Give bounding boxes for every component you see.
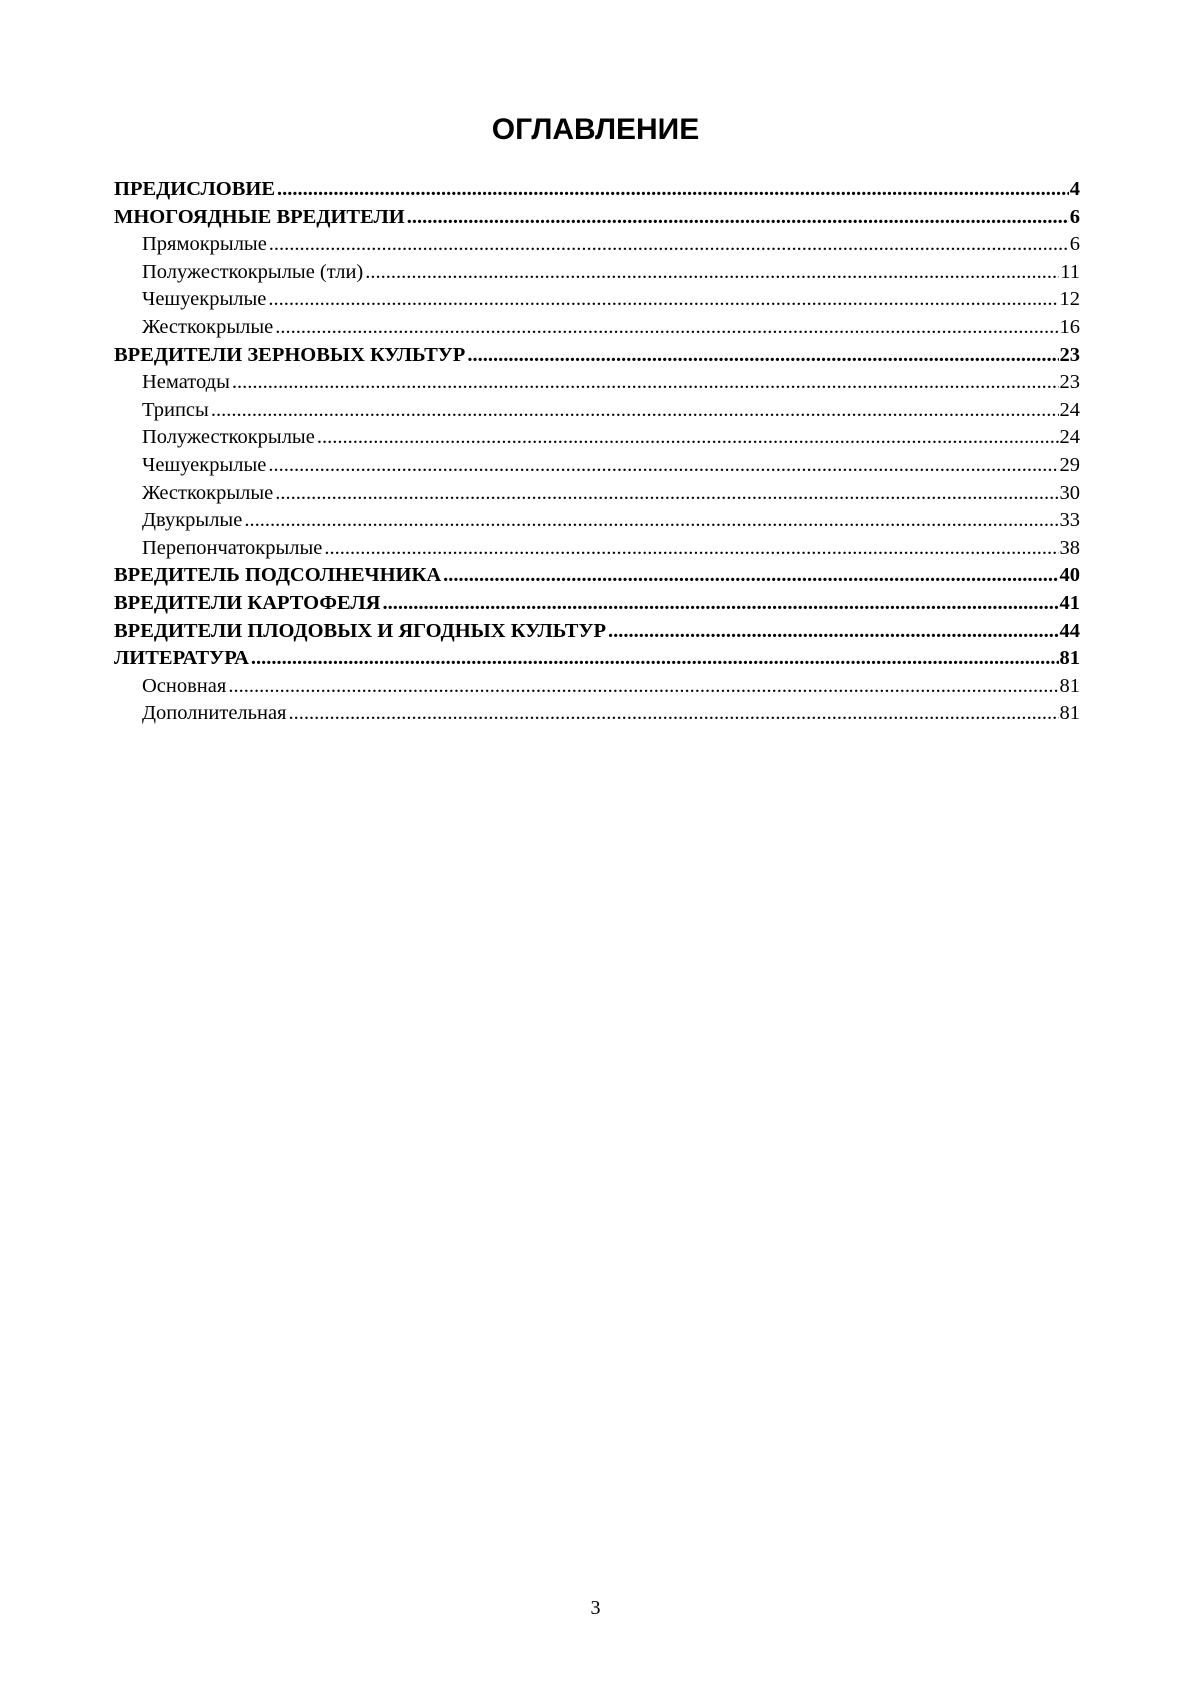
toc-entry[interactable] (114, 342, 1080, 370)
toc-entry[interactable] (114, 700, 1080, 728)
toc-entry-label: Чешуекрылые (142, 288, 267, 311)
dot-leader (244, 507, 1058, 535)
toc-entry-page: 38 (1059, 536, 1080, 559)
toc-entry-label: Жесткокрылые (142, 481, 274, 504)
toc-entry[interactable] (114, 673, 1080, 701)
toc-entry-page: 4 (1069, 178, 1080, 200)
dot-leader (275, 314, 1058, 342)
toc-entry[interactable] (114, 369, 1080, 397)
toc-entry-label: Нематоды (142, 371, 230, 394)
toc-entry-label: ВРЕДИТЕЛИ ЗЕРНОВЫХ КУЛЬТУР (114, 343, 466, 366)
toc-entry-page: 30 (1059, 481, 1080, 504)
toc-entry-label: Полужесткокрылые (142, 426, 315, 449)
dot-leader (232, 369, 1059, 397)
toc-entry[interactable] (114, 507, 1080, 535)
toc-entry-label: Чешуекрылые (142, 453, 267, 476)
toc-entry[interactable] (114, 480, 1080, 508)
toc-entry-label: Жесткокрылые (142, 315, 274, 338)
dot-leader (228, 673, 1058, 701)
toc-entry-page: 24 (1059, 426, 1080, 449)
toc-entry-page: 33 (1059, 509, 1080, 532)
dot-leader (407, 204, 1069, 232)
dot-leader (269, 231, 1069, 259)
toc-entry-page: 41 (1059, 591, 1080, 614)
toc-entry-page: 23 (1059, 371, 1080, 394)
dot-leader (268, 286, 1058, 314)
dot-leader (277, 176, 1069, 204)
dot-leader (365, 259, 1059, 287)
toc-entry-page: 6 (1069, 233, 1080, 256)
page-number: 3 (590, 1597, 601, 1619)
toc-entry-page: 16 (1059, 315, 1080, 338)
dot-leader (443, 562, 1058, 590)
dot-leader (467, 342, 1058, 370)
table-of-contents (114, 176, 1080, 728)
dot-leader (382, 590, 1058, 618)
toc-entry-label: ВРЕДИТЕЛИ ПЛОДОВЫХ И ЯГОДНЫХ КУЛЬТУР (114, 619, 607, 642)
toc-entry-label: ЛИТЕРАТУРА (114, 647, 249, 670)
dot-leader (211, 397, 1059, 425)
toc-entry-page: 81 (1059, 674, 1080, 697)
toc-entry-page: 81 (1059, 702, 1080, 725)
toc-entry[interactable] (114, 452, 1080, 480)
toc-entry-page: 6 (1069, 205, 1080, 228)
page-title: ОГЛАВЛЕНИЕ (491, 113, 700, 146)
toc-entry-page: 23 (1059, 343, 1080, 366)
toc-entry[interactable] (114, 231, 1080, 259)
toc-entry-page: 11 (1060, 260, 1080, 283)
toc-entry[interactable] (114, 314, 1080, 342)
dot-leader (251, 645, 1059, 673)
dot-leader (268, 452, 1058, 480)
toc-entry-page: 81 (1059, 647, 1080, 670)
toc-entry[interactable] (114, 590, 1080, 618)
dot-leader (275, 480, 1058, 508)
toc-entry[interactable] (114, 618, 1080, 646)
toc-entry-page: 29 (1059, 453, 1080, 476)
toc-entry-label: ВРЕДИТЕЛИ КАРТОФЕЛЯ (114, 591, 381, 614)
dot-leader (289, 700, 1059, 728)
toc-entry[interactable] (114, 535, 1080, 563)
toc-entry-page: 44 (1059, 619, 1080, 642)
toc-entry-label: Перепончатокрылые (142, 536, 323, 559)
toc-entry-label: Дополнительная (142, 702, 287, 725)
toc-entry[interactable] (114, 176, 1080, 204)
toc-entry[interactable] (114, 424, 1080, 452)
toc-entry-label: Трипсы (142, 398, 209, 421)
toc-entry[interactable] (114, 259, 1080, 287)
toc-entry-label: Полужесткокрылые (тли) (142, 260, 364, 283)
toc-entry[interactable] (114, 562, 1080, 590)
toc-entry-label: МНОГОЯДНЫЕ ВРЕДИТЕЛИ (114, 205, 405, 228)
toc-entry-page: 24 (1059, 398, 1080, 421)
toc-entry-page: 12 (1059, 288, 1080, 311)
toc-entry[interactable] (114, 286, 1080, 314)
toc-entry[interactable] (114, 645, 1080, 673)
toc-entry[interactable] (114, 397, 1080, 425)
toc-entry-label: Основная (142, 674, 227, 697)
toc-entry-label: ПРЕДИСЛОВИЕ (114, 178, 275, 200)
dot-leader (608, 618, 1058, 646)
dot-leader (324, 535, 1058, 563)
toc-entry-label: Двукрылые (142, 509, 243, 532)
toc-entry-page: 40 (1059, 564, 1080, 587)
toc-entry-label: ВРЕДИТЕЛЬ ПОДСОЛНЕЧНИКА (114, 564, 442, 587)
dot-leader (317, 424, 1059, 452)
toc-entry-label: Прямокрылые (142, 233, 267, 256)
toc-entry[interactable] (114, 204, 1080, 232)
